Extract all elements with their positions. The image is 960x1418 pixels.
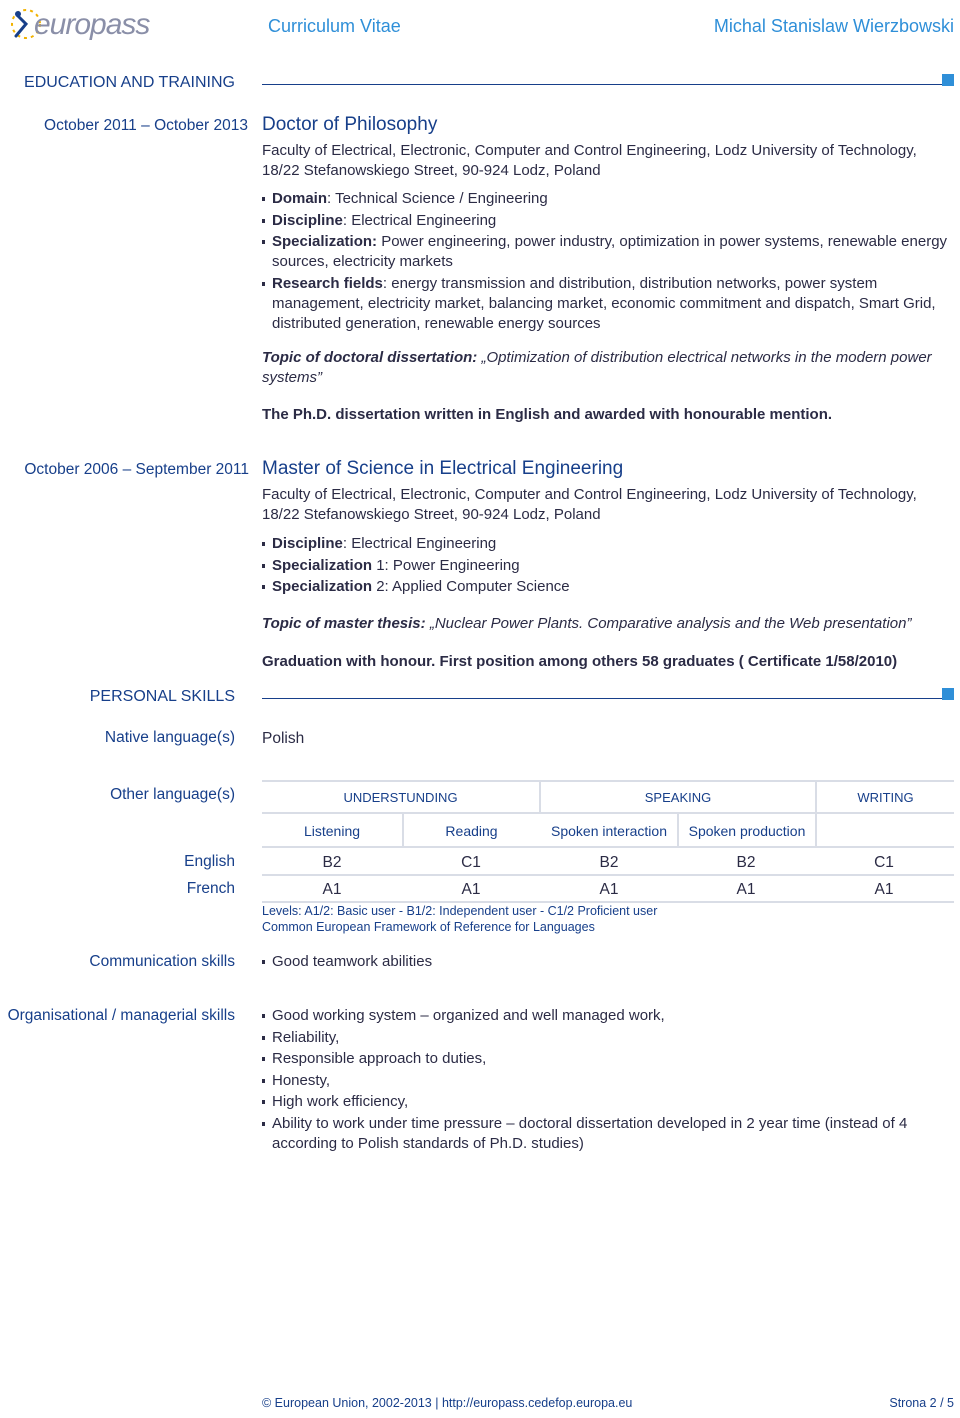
table-rule: [262, 780, 954, 782]
communication-skills-list: [262, 952, 952, 974]
msc-note: Graduation with honour. First position among others 58 graduates ( Certificate 1/58/2010): [262, 653, 898, 670]
list-item: Discipline: Electrical Engineering: [262, 534, 952, 554]
list-item: Discipline: Electrical Engineering: [262, 211, 952, 231]
level-cell: A1: [461, 881, 481, 898]
list-item: Responsible approach to duties,: [262, 1049, 932, 1069]
table-subheader: Reading: [445, 823, 498, 839]
person-name: Michal Stanislaw Wierzbowski: [713, 16, 954, 36]
table-header: UNDERSTUNDING: [343, 790, 458, 805]
footer-page-number: Strona 2 / 5: [889, 1396, 954, 1410]
other-languages-label: Other language(s): [110, 786, 235, 803]
level-cell: C1: [461, 854, 481, 871]
section-rule: [262, 698, 944, 699]
phd-org: Faculty of Electrical, Electronic, Computer and Control Engineering, Lodz University of Technology, 18/22 Stefanowskiego Street, 90-924 Lodz, Poland: [262, 142, 917, 179]
language-name: French: [186, 880, 235, 897]
table-header: SPEAKING: [644, 790, 712, 805]
list-item: Specialization 1: Power Engineering: [262, 556, 952, 576]
table-subheader: Spoken interaction: [551, 823, 667, 839]
msc-topic: Topic of master thesis: „Nuclear Power Plants. Comparative analysis and the Web presentation”: [262, 615, 912, 632]
list-item: Good teamwork abilities: [262, 952, 952, 972]
level-cell: B2: [322, 854, 342, 871]
native-language-value: Polish: [262, 730, 305, 747]
list-item: High work efficiency,: [262, 1092, 932, 1112]
section-rule: [262, 84, 944, 85]
msc-title: Master of Science in Electrical Engineering: [262, 458, 624, 479]
phd-details-list: [262, 189, 952, 335]
level-cell: A1: [874, 881, 894, 898]
level-cell: A1: [599, 881, 619, 898]
organisational-skills-list: [262, 1006, 932, 1155]
phd-note: The Ph.D. dissertation written in English and awarded with honourable mention.: [262, 406, 833, 423]
phd-dates: October 2011 – October 2013: [44, 117, 248, 134]
level-cell: B2: [736, 854, 756, 871]
table-subheader: Spoken production: [688, 823, 806, 839]
table-rule: [262, 846, 954, 848]
msc-org: Faculty of Electrical, Electronic, Computer and Control Engineering, Lodz University of Technology, 18/22 Stefanowskiego Street, 90-924 Lodz, Poland: [262, 486, 917, 523]
footer-copyright: © European Union, 2002-2013 | http://europass.cedefop.europa.eu: [262, 1396, 633, 1410]
section-title-education: EDUCATION AND TRAINING: [24, 74, 235, 91]
table-rule: [262, 874, 954, 876]
list-item: Specialization: Power engineering, power industry, optimization in power systems, renewable energy sources, electricity markets: [262, 232, 952, 272]
phd-topic: Topic of doctoral dissertation: „Optimization of distribution electrical networks in the modern power systems”: [262, 349, 932, 386]
level-cell: A1: [322, 881, 342, 898]
europass-logo: [4, 2, 154, 46]
phd-title: Doctor of Philosophy: [262, 114, 438, 135]
logo-text: europass: [34, 8, 150, 41]
msc-dates: October 2006 – September 2011: [24, 461, 249, 478]
list-item: Reliability,: [262, 1028, 932, 1048]
level-cell: C1: [874, 854, 894, 871]
list-item: Domain: Technical Science / Engineering: [262, 189, 952, 209]
language-name: English: [184, 853, 235, 870]
msc-details-list: [262, 534, 952, 599]
table-rule: [262, 812, 954, 814]
list-item: Good working system – organized and well managed work,: [262, 1006, 932, 1026]
table-subheader: Listening: [303, 823, 361, 839]
list-item: Research fields: energy transmission and distribution, distribution networks, power system management, electricity market, balancing market, economic commitment and dispatch, Smart Grid, distributed generation, renewable energy sources: [262, 274, 952, 334]
native-language-label: Native language(s): [104, 729, 235, 746]
level-cell: A1: [736, 881, 756, 898]
section-title-skills: PERSONAL SKILLS: [89, 688, 235, 705]
list-item: Honesty,: [262, 1071, 932, 1091]
level-cell: B2: [599, 854, 619, 871]
section-square-icon: [942, 688, 954, 700]
list-item: Specialization 2: Applied Computer Science: [262, 577, 952, 597]
levels-legend: Levels: A1/2: Basic user - B1/2: Independent user - C1/2 Proficient user Common European Framework of Reference for Languages: [262, 904, 658, 934]
organisational-skills-label: Organisational / managerial skills: [7, 1007, 235, 1024]
communication-skills-label: Communication skills: [89, 953, 235, 970]
list-item: Ability to work under time pressure – doctoral dissertation developed in 2 year time (instead of 4 according to Polish standards of Ph.D. studies): [262, 1114, 932, 1154]
doc-title: Curriculum Vitae: [268, 16, 401, 36]
table-header: WRITING: [857, 790, 914, 805]
section-square-icon: [942, 74, 954, 86]
